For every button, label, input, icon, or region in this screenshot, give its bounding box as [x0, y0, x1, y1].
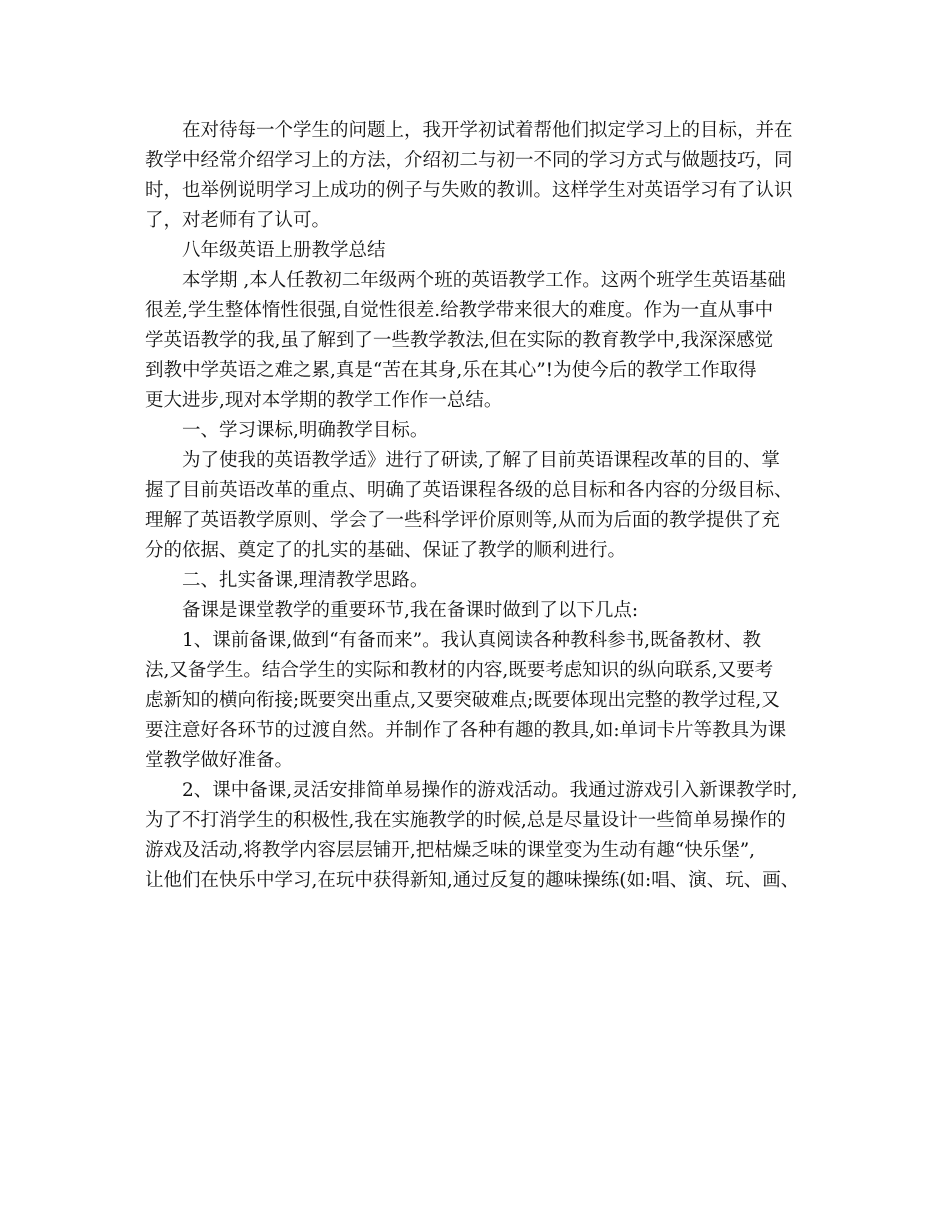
text-line: 2、课中备课,灵活安排简单易操作的游戏活动。我通过游戏引入新课教学时, [182, 780, 798, 801]
text-line: 理解了英语教学原则、学会了一些科学评价原则等,从而为后面的教学提供了充 [145, 510, 780, 531]
text-line: 为了使我的英语教学适》进行了研读,了解了目前英语课程改革的目的、掌 [182, 450, 780, 471]
text-line: 要注意好各环节的过渡自然。并制作了各种有趣的教具,如:单词卡片等教具为课 [145, 720, 787, 741]
document-body [145, 116, 815, 896]
text-line: 在对待每一个学生的问题上，我开学初试着帮他们拟定学习上的目标，并在 [182, 120, 793, 141]
text-line: 时，也举例说明学习上成功的例子与失败的教训。这样学生对英语学习有了认识 [145, 180, 793, 201]
text-line: 让他们在快乐中学习,在玩中获得新知,通过反复的趣味操练(如:唱、演、玩、画、 [145, 870, 800, 891]
text-line: 更大进步,现对本学期的教学工作作一总结。 [145, 390, 503, 411]
text-line: 一、学习课标,明确教学目标。 [182, 420, 429, 441]
text-line: 法,又备学生。结合学生的实际和教材的内容,既要考虑知识的纵向联系,又要考 [145, 660, 774, 681]
text-line: 本学期 ,本人任教初二年级两个班的英语教学工作。这两个班学生英语基础 [182, 270, 786, 291]
text-line: 了，对老师有了认可。 [145, 210, 331, 231]
text-line: 到教中学英语之难之累,真是“苦在其身,乐在其心”!为使今后的教学工作取得 [145, 360, 757, 381]
text-line: 八年级英语上册教学总结 [182, 240, 386, 261]
text-line: 分的依据、奠定了的扎实的基础、保证了教学的顺利进行。 [145, 540, 627, 561]
text-line: 游戏及活动,将教学内容层层铺开,把枯燥乏味的课堂变为生动有趣“快乐堡”, [145, 840, 756, 861]
text-line: 为了不打消学生的积极性,我在实施教学的时候,总是尽量设计一些简单易操作的 [145, 810, 786, 831]
text-line: 二、扎实备课,理清教学思路。 [182, 570, 429, 591]
text-line: 备课是课堂教学的重要环节,我在备课时做到了以下几点: [182, 600, 639, 621]
text-line: 虑新知的横向衔接;既要突出重点,又要突破难点;既要体现出完整的教学过程,又 [145, 690, 780, 711]
text-line: 握了目前英语改革的重点、明确了英语课程各级的总目标和各内容的分级目标、 [145, 480, 793, 501]
text-line: 堂教学做好准备。 [145, 750, 294, 771]
text-line: 教学中经常介绍学习上的方法，介绍初二与初一不同的学习方式与做题技巧，同 [145, 150, 793, 171]
text-line: 1、课前备课,做到“有备而来”。我认真阅读各种教科参书,既备教材、教 [182, 630, 761, 651]
text-line: 学英语教学的我,虽了解到了一些教学教法,但在实际的教育教学中,我深深感觉 [145, 330, 774, 351]
text-line: 很差,学生整体惰性很强,自觉性很差.给教学带来很大的难度。作为一直从事中 [145, 300, 774, 321]
